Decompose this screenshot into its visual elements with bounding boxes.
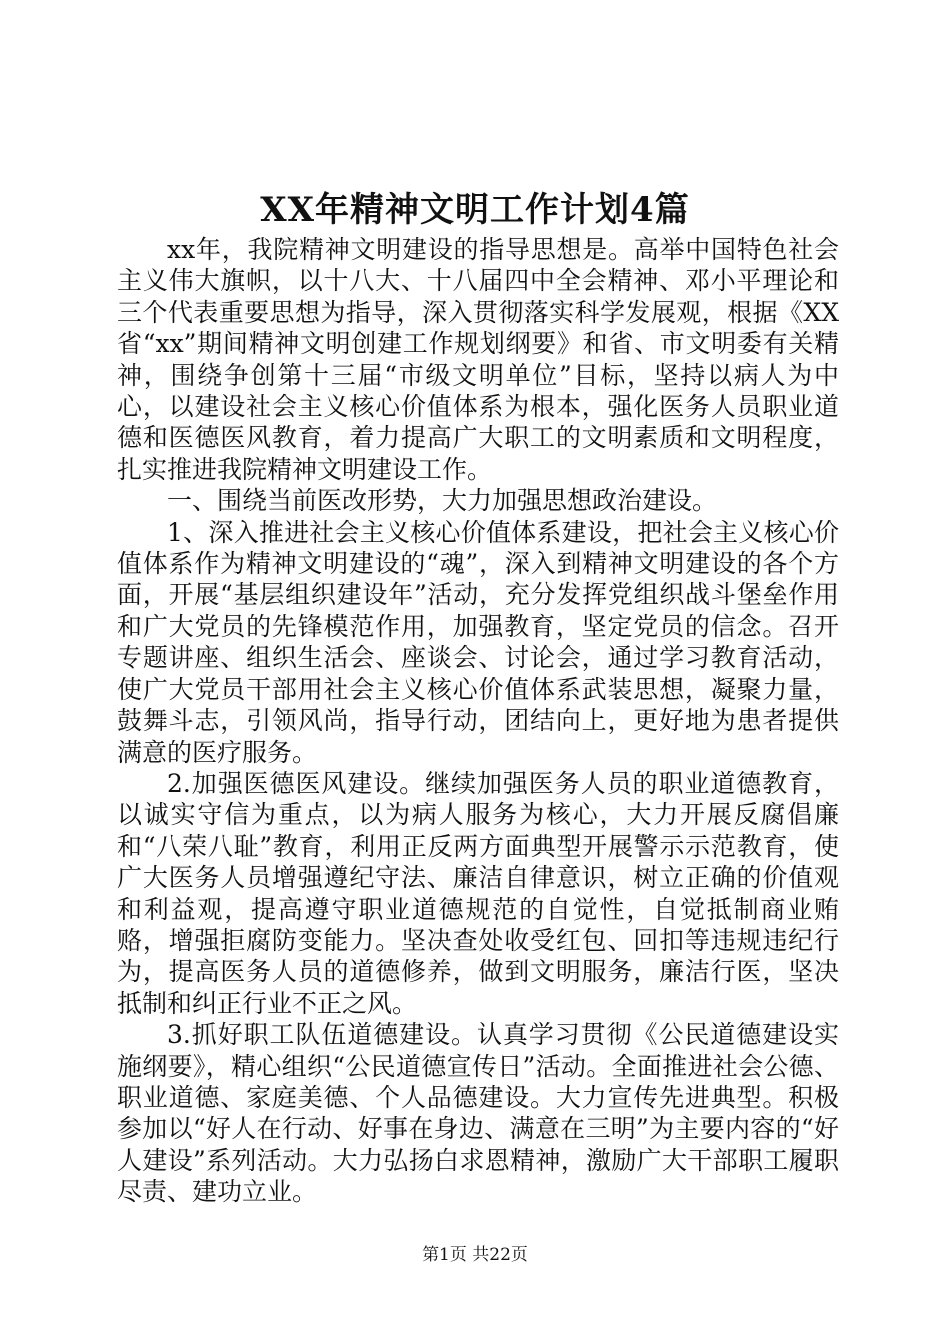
paragraph-item-3: 3.抓好职工队伍道德建设。认真学习贯彻《公民道德建设实施纲要》，精心组织“公民道德宣传日”活动。全面推进社会公德、职业道德、家庭美德、个人品德建设。大力宣传先进典型。积极参加以“好人在行动、好事在身边、满意在三明”为主要内容的“好人建设”系列活动。大力弘扬白求恩精神，激励广大干部职工履职尽责、建功立业。 [117, 1020, 839, 1207]
paragraph-item-2: 2.加强医德医风建设。继续加强医务人员的职业道德教育，以诚实守信为重点，以为病人服务为核心，大力开展反腐倡廉和“八荣八耻”教育，利用正反两方面典型开展警示示范教育，使广大医务人员增强遵纪守法、廉洁自律意识，树立正确的价值观和利益观，提高遵守职业道德规范的自觉性，自觉抵制商业贿赂，增强拒腐防变能力。坚决查处收受红包、回扣等违规违纪行为，提高医务人员的道德修养，做到文明服务，廉洁行医，坚决抵制和纠正行业不正之风。 [117, 768, 839, 1018]
paragraph-section-one-heading: 一、围绕当前医改形势，大力加强思想政治建设。 [167, 486, 718, 516]
paragraph-item-1: 1、深入推进社会主义核心价值体系建设，把社会主义核心价值体系作为精神文明建设的“魂”，深入到精神文明建设的各个方面，开展“基层组织建设年”活动，充分发挥党组织战斗堡垒作用和广大党员的先锋模范作用，加强教育，坚定党员的信念。召开专题讲座、组织生活会、座谈会、讨论会，通过学习教育活动，使广大党员干部用社会主义核心价值体系武装思想，凝聚力量，鼓舞斗志，引领风尚，指导行动，团结向上，更好地为患者提供满意的医疗服务。 [117, 517, 839, 767]
document-title: XX年精神文明工作计划4篇 [260, 190, 690, 230]
paragraph-guiding-thought: xx年，我院精神文明建设的指导思想是。高举中国特色社会主义伟大旗帜，以十八大、十八届四中全会精神、邓小平理论和三个代表重要思想为指导，深入贯彻落实科学发展观，根据《XX省“xx”期间精神文明创建工作规划纲要》和省、市文明委有关精神，围绕争创第十三届“市级文明单位”目标，坚持以病人为中心，以建设社会主义核心价值体系为根本，强化医务人员职业道德和医德医风教育，着力提高广大职工的文明素质和文明程度，扎实推进我院精神文明建设工作。 [117, 235, 839, 484]
document-body [117, 234, 839, 1208]
page-footer: 第1页 共22页 [422, 1245, 528, 1265]
